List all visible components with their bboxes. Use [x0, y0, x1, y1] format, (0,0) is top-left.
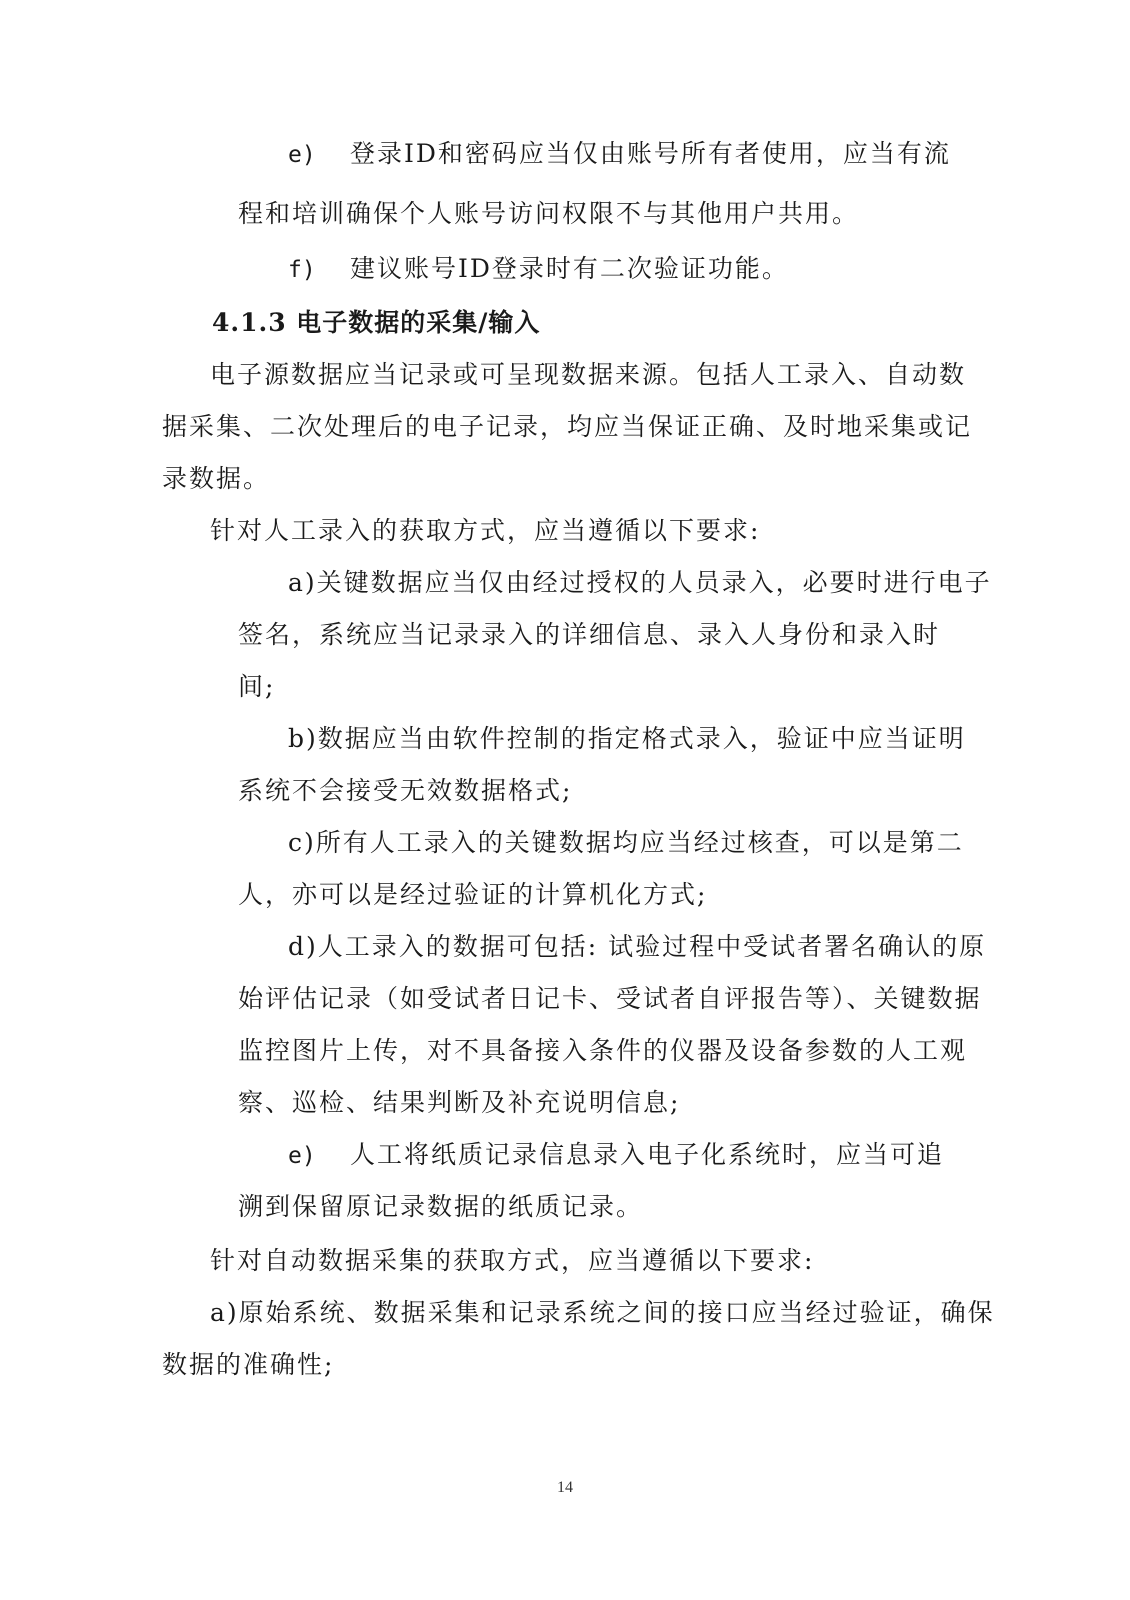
- auto-a-line2: 数据的准确性;: [162, 1350, 335, 1379]
- manual-e-line1: [288, 1140, 944, 1171]
- manual-d-line3: 监控图片上传，对不具备接入条件的仪器及设备参数的人工观: [238, 1036, 968, 1065]
- manual-e-line2: 溯到保留原记录数据的纸质记录。: [238, 1192, 644, 1221]
- item-f-marker: f): [288, 257, 316, 283]
- manual-d-line4: 察、巡检、结果判断及补充说明信息;: [238, 1088, 681, 1117]
- manual-d-line2: 始评估记录（如受试者日记卡、受试者自评报告等）、关键数据: [238, 984, 982, 1013]
- manual-c-line1: c)所有人工录入的关键数据均应当经过核查，可以是第二: [288, 828, 964, 857]
- manual-lead: 针对人工录入的获取方式，应当遵循以下要求:: [210, 516, 761, 545]
- auto-a-line1: a)原始系统、数据采集和记录系统之间的接口应当经过验证，确保: [210, 1298, 995, 1327]
- item-e-login-line1: [288, 139, 951, 170]
- item-f-login-line1: [288, 254, 789, 285]
- manual-e-marker: e): [288, 1143, 316, 1169]
- manual-b-line1: b)数据应当由软件控制的指定格式录入，验证中应当证明: [288, 724, 966, 753]
- item-e-text: 登录ID和密码应当仅由账号所有者使用，应当有流: [350, 139, 951, 168]
- manual-a-line3: 间;: [238, 672, 276, 701]
- manual-d-line1: d)人工录入的数据可包括: 试验过程中受试者署名确认的原: [288, 932, 987, 961]
- intro-line1: 电子源数据应当记录或可呈现数据来源。包括人工录入、自动数: [210, 360, 967, 389]
- manual-a-line2: 签名，系统应当记录录入的详细信息、录入人身份和录入时: [238, 620, 941, 649]
- manual-e-text: 人工将纸质记录信息录入电子化系统时，应当可追: [350, 1140, 945, 1169]
- manual-c-line2: 人，亦可以是经过验证的计算机化方式;: [238, 880, 708, 909]
- item-e-marker: e): [288, 142, 316, 168]
- section-heading: 4.1.3 电子数据的采集/输入: [212, 308, 541, 337]
- item-f-text: 建议账号ID登录时有二次验证功能。: [350, 254, 789, 283]
- manual-b-line2: 系统不会接受无效数据格式;: [238, 776, 573, 805]
- item-e-login-line2: 程和培训确保个人账号访问权限不与其他用户共用。: [238, 199, 860, 228]
- manual-a-line1: a)关键数据应当仅由经过授权的人员录入，必要时进行电子: [288, 568, 992, 597]
- page-number: 14: [557, 1479, 573, 1496]
- intro-line2: 据采集、二次处理后的电子记录，均应当保证正确、及时地采集或记: [162, 412, 973, 441]
- auto-lead: 针对自动数据采集的获取方式，应当遵循以下要求:: [210, 1246, 815, 1275]
- intro-line3: 录数据。: [162, 464, 271, 493]
